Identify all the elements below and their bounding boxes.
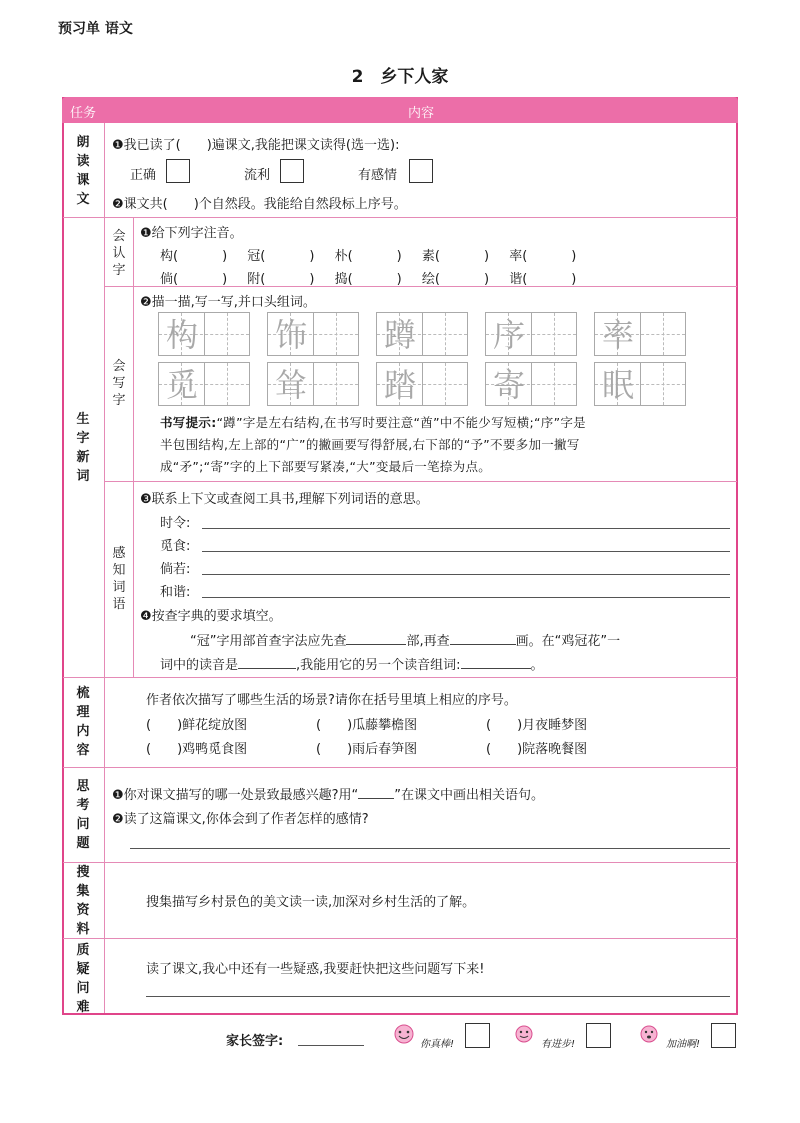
section-divider [63,938,737,939]
scene-item: ( )月夜睡梦图 [486,718,588,733]
section-divider [63,677,737,678]
reading-q1: ❶我已读了( )遍课文,我能把课文读得(选一选): [112,138,400,153]
section-label-new-words: 生 字 新 词 [76,412,90,484]
writing-grid[interactable] [158,362,250,406]
sub-label-write: 会 写 字 [112,359,126,408]
badge-label: 有进步! [541,1039,576,1050]
trace-char: 序 [492,316,525,354]
writing-grid[interactable] [267,312,359,356]
section-label-think: 思 考 问 题 [76,779,90,851]
trace-char: 寄 [492,366,525,404]
answer-line[interactable] [146,996,730,997]
page-header: 预习单 语文 [58,21,133,37]
answer-line[interactable] [202,597,730,598]
table-header [62,97,738,123]
section-label-reading: 朗 读 课 文 [76,135,90,207]
trace-char: 踏 [383,366,416,404]
writing-grid[interactable] [158,312,250,356]
writing-tip: 书写提示:“蹲”字是左右结构,在书写时要注意“酋”中不能少写短横;“序”字是 半包围结构,左上部的“广”的撇画要写得舒展,右下部的“予”不要多加一撇写 成“矛”;“寄”字的上下部要写紧凑,“大”变最后一笔捺为点。 [160,415,586,474]
writing-grid[interactable] [376,312,468,356]
answer-line[interactable] [202,551,730,552]
sub-label-recognize: 会 认 字 [112,229,126,278]
dictionary-question: ❹按查字典的要求填空。 [140,609,282,624]
writing-grid[interactable] [594,312,686,356]
smiley-icon [390,1022,418,1044]
writing-grid[interactable] [376,362,468,406]
scene-item: ( )雨后春笋图 [316,742,418,757]
section-label-questions: 质 疑 问 难 [76,943,90,1015]
option-label: 正确 [130,168,157,183]
section-label-organize: 梳 理 内 容 [76,686,90,758]
section-divider [63,767,737,768]
section-label-collect: 搜 集 资 料 [76,865,90,937]
signature-line[interactable] [298,1045,364,1046]
questions-text: 读了课文,我心中还有一些疑惑,我要赶快把这些问题写下来! [146,962,485,977]
word-label: 和谐: [160,585,191,600]
blank[interactable] [461,656,531,669]
organize-question: 作者依次描写了哪些生活的场景?请你在括号里填上相应的序号。 [146,693,517,708]
trace-char: 构 [165,316,198,354]
writing-grid[interactable] [267,362,359,406]
word-label: 时令: [160,516,191,531]
dictionary-line-2: 词中的读音是 ,我能用它的另一个读音组词: 。 [160,658,544,673]
writing-grid[interactable] [485,362,577,406]
blank[interactable] [238,656,296,669]
checkbox-fluent[interactable] [280,159,304,183]
scene-item: ( )鲜花绽放图 [146,718,248,733]
think-q1: ❶你对课文描写的哪一处景致最感兴趣?用“ ”在课文中画出相关语句。 [112,788,545,803]
section-divider [63,862,737,863]
trace-char: 蹲 [383,316,416,354]
pinyin-row-1: 构( ) 冠( ) 朴( ) 素( ) 率( ) [160,249,577,264]
lesson-title: 2 乡下人家 [351,67,449,87]
section-divider [63,217,737,218]
collect-text: 搜集描写乡村景色的美文读一读,加深对乡村生活的了解。 [146,895,476,910]
answer-line[interactable] [202,574,730,575]
blank[interactable] [346,632,406,645]
trace-question: ❷描一描,写一写,并口头组词。 [140,295,316,310]
sun-smiley-icon [510,1022,538,1044]
checkbox-expressive[interactable] [409,159,433,183]
word-label: 觅食: [160,539,191,554]
blank[interactable] [450,632,516,645]
badge-checkbox[interactable] [711,1023,736,1048]
scene-item: ( )院落晚餐图 [486,742,588,757]
answer-line[interactable] [202,528,730,529]
trace-char: 觅 [165,366,198,404]
parent-signature-label: 家长签字: [226,1034,284,1049]
badge-checkbox[interactable] [586,1023,611,1048]
pinyin-row-2: 倘( ) 附( ) 捣( ) 绘( ) 谐( ) [160,272,577,287]
task-column-header: 任务 [69,106,96,121]
badge-label: 加油啊! [666,1039,701,1050]
option-label: 有感情 [358,168,398,183]
content-column-header: 内容 [407,106,434,121]
pinyin-question: ❶给下列字注音。 [140,226,243,241]
vocab-question: ❸联系上下文或查阅工具书,理解下列词语的意思。 [140,492,429,507]
trace-char: 饰 [274,316,307,354]
trace-char: 眠 [601,366,634,404]
badge-label: 你真棒! [420,1039,455,1050]
option-label: 流利 [244,168,271,183]
badge-checkbox[interactable] [465,1023,490,1048]
reading-q2: ❷课文共( )个自然段。我能给自然段标上序号。 [112,197,407,212]
think-q2: ❷读了这篇课文,你体会到了作者怎样的感情? [112,812,369,827]
answer-line[interactable] [130,848,730,849]
sub-label-vocab: 感 知 词 语 [112,546,126,612]
sub-divider [105,481,737,482]
scene-item: ( )瓜藤攀檐图 [316,718,418,733]
dictionary-line-1: “冠”字用部首查字法应先查 部,再查 画。在“鸡冠花”一 [190,634,621,649]
trace-char: 率 [601,316,634,354]
trace-char: 耸 [274,366,307,404]
scene-item: ( )鸡鸭觅食图 [146,742,248,757]
checkbox-correct[interactable] [166,159,190,183]
writing-grid[interactable] [485,312,577,356]
cheer-smiley-icon [635,1022,663,1044]
word-label: 倘若: [160,562,191,577]
writing-grid[interactable] [594,362,686,406]
